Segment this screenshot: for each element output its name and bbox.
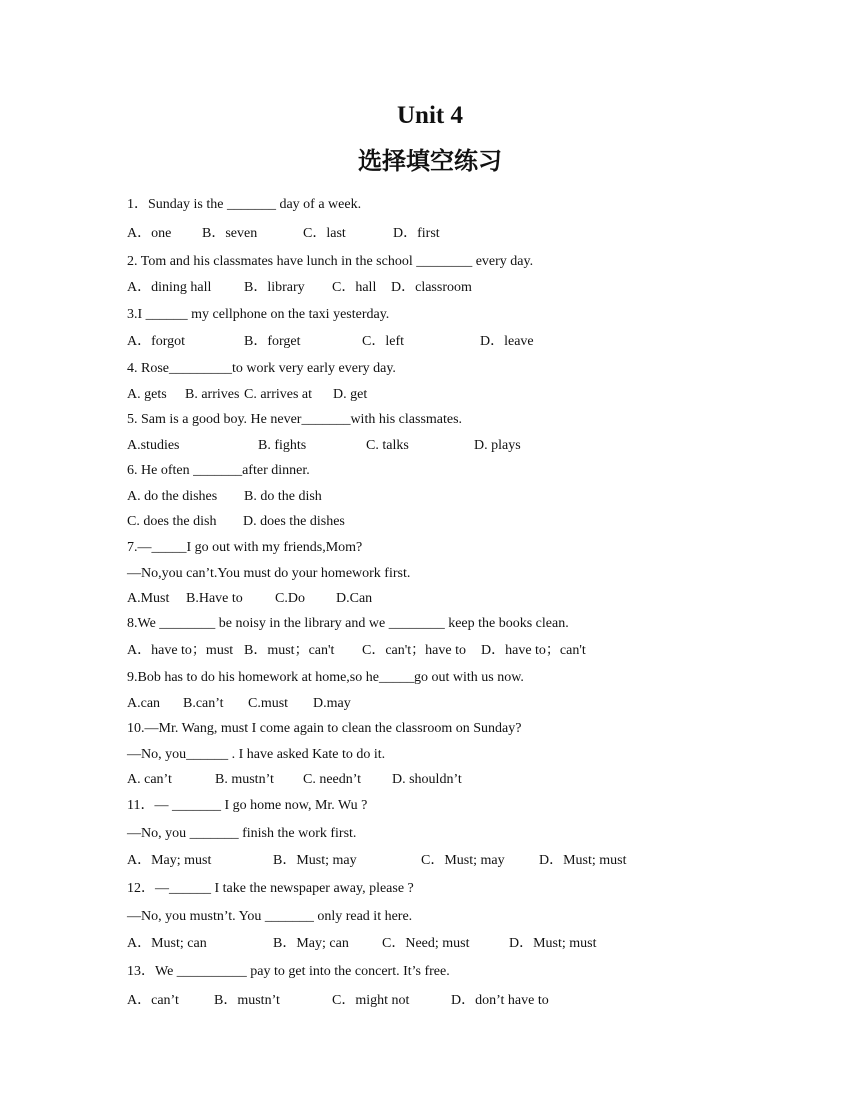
question-11-option-d: D．Must; must: [539, 853, 627, 868]
question-9-option-a: A.can: [127, 696, 161, 711]
question-6-option-b: B. do the dish: [244, 489, 322, 504]
question-1-option-a: A．one: [127, 226, 172, 241]
question-7-option-c: C.Do: [275, 591, 305, 606]
question-1-stem: 1．Sunday is the _______ day of a week.: [127, 197, 362, 212]
question-11-option-c: C．Must; may: [421, 853, 505, 868]
question-2-option-b: B．library: [244, 280, 305, 295]
question-4-stem: 4. Rose_________to work very early every day.: [127, 361, 396, 376]
unit-title: Unit 4: [397, 102, 463, 129]
worksheet-subtitle: 选择填空练习: [358, 147, 502, 175]
question-8-option-d: D．have to；can't: [481, 643, 586, 658]
question-2-option-a: A．dining hall: [127, 280, 212, 295]
question-12-option-d: D．Must; must: [509, 936, 597, 951]
question-6-stem: 6. He often _______after dinner.: [127, 463, 310, 478]
question-1-option-d: D．first: [393, 226, 440, 241]
question-3-option-b: B．forget: [244, 334, 301, 349]
question-8-option-b: B．must；can't: [244, 643, 335, 658]
question-4-option-a: A. gets: [127, 387, 167, 402]
question-8-stem: 8.We ________ be noisy in the library and we ________ keep the books clean.: [127, 616, 569, 631]
question-5-stem: 5. Sam is a good boy. He never_______with his classmates.: [127, 412, 463, 427]
question-5-option-b: B. fights: [258, 438, 307, 453]
question-10-option-c: C. needn’t: [303, 772, 362, 787]
question-6-option-c: C. does the dish: [127, 514, 217, 529]
question-11-option-b: B．Must; may: [273, 853, 357, 868]
question-2-option-c: C．hall: [332, 280, 377, 295]
question-12-stem: 12．—______ I take the newspaper away, please ?: [127, 881, 414, 896]
question-1-option-c: C．last: [303, 226, 346, 241]
question-9-option-d: D.may: [313, 696, 351, 711]
question-10-option-d: D. shouldn’t: [392, 772, 462, 787]
question-13-option-a: A．can’t: [127, 993, 179, 1008]
question-3-stem: 3.I ______ my cellphone on the taxi yesterday.: [127, 307, 390, 322]
question-10-option-a: A. can’t: [127, 772, 172, 787]
question-4-option-d: D. get: [333, 387, 368, 402]
question-13-option-d: D．don’t have to: [451, 993, 549, 1008]
question-7-option-a: A.Must: [127, 591, 170, 606]
question-9-option-b: B.can’t: [183, 696, 224, 711]
question-4-option-c: C. arrives at: [244, 387, 313, 402]
question-13-stem: 13．We __________ pay to get into the concert. It’s free.: [127, 964, 450, 979]
question-13-option-b: B．mustn’t: [214, 993, 280, 1008]
question-12-option-b: B．May; can: [273, 936, 349, 951]
question-5-option-d: D. plays: [474, 438, 521, 453]
question-7-option-d: D.Can: [336, 591, 373, 606]
question-8-option-c: C．can't；have to: [362, 643, 466, 658]
question-3-option-a: A．forgot: [127, 334, 186, 349]
question-2-option-d: D．classroom: [391, 280, 472, 295]
question-9-stem: 9.Bob has to do his homework at home,so he_____go out with us now.: [127, 670, 524, 685]
question-12-reply: —No, you mustn’t. You _______ only read it here.: [127, 909, 413, 924]
question-7-stem: 7.—_____I go out with my friends,Mom?: [127, 540, 363, 555]
question-7-reply: —No,you can’t.You must do your homework first.: [127, 566, 411, 581]
question-8-option-a: A．have to；must: [127, 643, 234, 658]
question-3-option-d: D．leave: [480, 334, 534, 349]
question-7-option-b: B.Have to: [186, 591, 243, 606]
question-12-option-c: C．Need; must: [382, 936, 470, 951]
question-4-option-b: B. arrives: [185, 387, 240, 402]
question-11-stem: 11．— _______ I go home now, Mr. Wu ?: [127, 798, 368, 813]
question-2-stem: 2. Tom and his classmates have lunch in the school ________ every day.: [127, 254, 534, 269]
question-6-option-a: A. do the dishes: [127, 489, 218, 504]
question-5-option-c: C. talks: [366, 438, 409, 453]
question-11-reply: —No, you _______ finish the work first.: [127, 826, 357, 841]
question-9-option-c: C.must: [248, 696, 289, 711]
question-1-option-b: B．seven: [202, 226, 258, 241]
question-11-option-a: A．May; must: [127, 853, 212, 868]
question-13-option-c: C．might not: [332, 993, 410, 1008]
question-3-option-c: C．left: [362, 334, 404, 349]
question-10-reply: —No, you______ . I have asked Kate to do it.: [127, 747, 386, 762]
question-5-option-a: A.studies: [127, 438, 180, 453]
question-10-stem: 10.—Mr. Wang, must I come again to clean the classroom on Sunday?: [127, 721, 522, 736]
question-10-option-b: B. mustn’t: [215, 772, 274, 787]
question-12-option-a: A．Must; can: [127, 936, 207, 951]
question-6-option-d: D. does the dishes: [243, 514, 345, 529]
